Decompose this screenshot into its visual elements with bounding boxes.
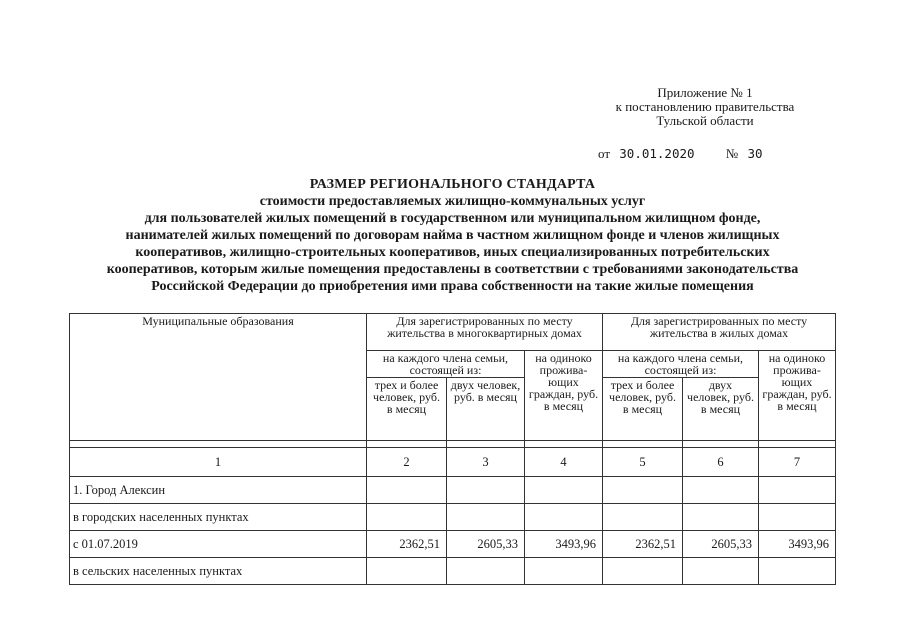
row-value <box>367 477 447 504</box>
table-row <box>70 504 836 531</box>
header-two: двух человек, руб. в месяц <box>683 378 759 441</box>
title-line: Российской Федерации до приобретения ими права собственности на такие жилые помещения <box>151 279 754 294</box>
row-label: в сельских населенных пунктах <box>70 558 367 585</box>
row-value: 3493,96 <box>759 531 836 558</box>
column-number: 6 <box>683 448 759 477</box>
table-row <box>70 531 836 558</box>
decree-reference <box>598 146 763 162</box>
title-line: стоимости предоставляемых жилищно-коммунальных услуг <box>259 194 646 209</box>
column-number: 2 <box>367 448 447 477</box>
header-three-more: трех и более человек, руб. в месяц <box>603 378 683 441</box>
row-value: 2605,33 <box>447 531 525 558</box>
row-label: 1. Город Алексин <box>70 477 367 504</box>
column-number-row <box>70 448 836 477</box>
separator-row <box>70 441 836 448</box>
decree-from-label: от <box>598 146 611 161</box>
column-number: 1 <box>70 448 367 477</box>
row-label: с 01.07.2019 <box>70 531 367 558</box>
title-line: нанимателей жилых помещений по договорам найма в частном жилищном фонде и членов жилищных <box>125 228 780 243</box>
standards-table <box>69 313 836 585</box>
appendix-line: к постановлению правительства <box>615 99 795 114</box>
title-line: кооперативов, жилищно-строительных кооперативов, иных специализированных потребительских <box>135 245 770 260</box>
row-value <box>447 477 525 504</box>
row-value <box>683 504 759 531</box>
row-label: в городских населенных пунктах <box>70 504 367 531</box>
appendix-line: Тульской области <box>656 113 754 128</box>
appendix-header <box>590 86 820 128</box>
header-per-member: на каждого члена семьи, состоящей из: <box>603 351 759 378</box>
table-row <box>70 558 836 585</box>
row-value <box>759 558 836 585</box>
title-line: кооперативов, которым жилые помещения предоставлены в соответствии с требованиями законодательства <box>106 262 799 277</box>
header-municipal: Муниципальные образования <box>70 314 367 441</box>
header-group-apartment: Для зарегистрированных по месту жительства в многоквартирных домах <box>367 314 603 351</box>
document-title <box>0 176 905 295</box>
row-value: 2362,51 <box>367 531 447 558</box>
row-value <box>447 558 525 585</box>
column-number: 4 <box>525 448 603 477</box>
row-value <box>603 558 683 585</box>
header-two: двух человек, руб. в месяц <box>447 378 525 441</box>
column-number: 7 <box>759 448 836 477</box>
row-value <box>603 477 683 504</box>
row-value: 2362,51 <box>603 531 683 558</box>
header-row <box>70 314 836 351</box>
row-value: 2605,33 <box>683 531 759 558</box>
row-value <box>683 477 759 504</box>
row-value <box>525 477 603 504</box>
row-value <box>525 504 603 531</box>
header-group-houses: Для зарегистрированных по месту жительства в жилых домах <box>603 314 836 351</box>
row-value <box>367 558 447 585</box>
row-value <box>759 504 836 531</box>
decree-date: 30.01.2020 <box>619 146 695 161</box>
row-value <box>367 504 447 531</box>
appendix-line: Приложение № 1 <box>657 85 753 100</box>
column-number: 5 <box>603 448 683 477</box>
decree-number-label: № <box>725 146 739 161</box>
column-number: 3 <box>447 448 525 477</box>
row-value <box>525 558 603 585</box>
row-value: 3493,96 <box>525 531 603 558</box>
table-row <box>70 477 836 504</box>
row-value <box>447 504 525 531</box>
row-value <box>603 504 683 531</box>
title-main: РАЗМЕР РЕГИОНАЛЬНОГО СТАНДАРТА <box>309 177 596 192</box>
decree-number: 30 <box>747 146 763 161</box>
header-per-member: на каждого члена семьи, состоящей из: <box>367 351 525 378</box>
header-single: на одиноко прожива-ющих граждан, руб. в месяц <box>525 351 603 441</box>
row-value <box>683 558 759 585</box>
header-three-more: трех и более человек, руб. в месяц <box>367 378 447 441</box>
title-line: для пользователей жилых помещений в государственном или муниципальном жилищном фонде, <box>144 211 761 226</box>
header-single: на одиноко прожива-ющих граждан, руб. в месяц <box>759 351 836 441</box>
row-value <box>759 477 836 504</box>
